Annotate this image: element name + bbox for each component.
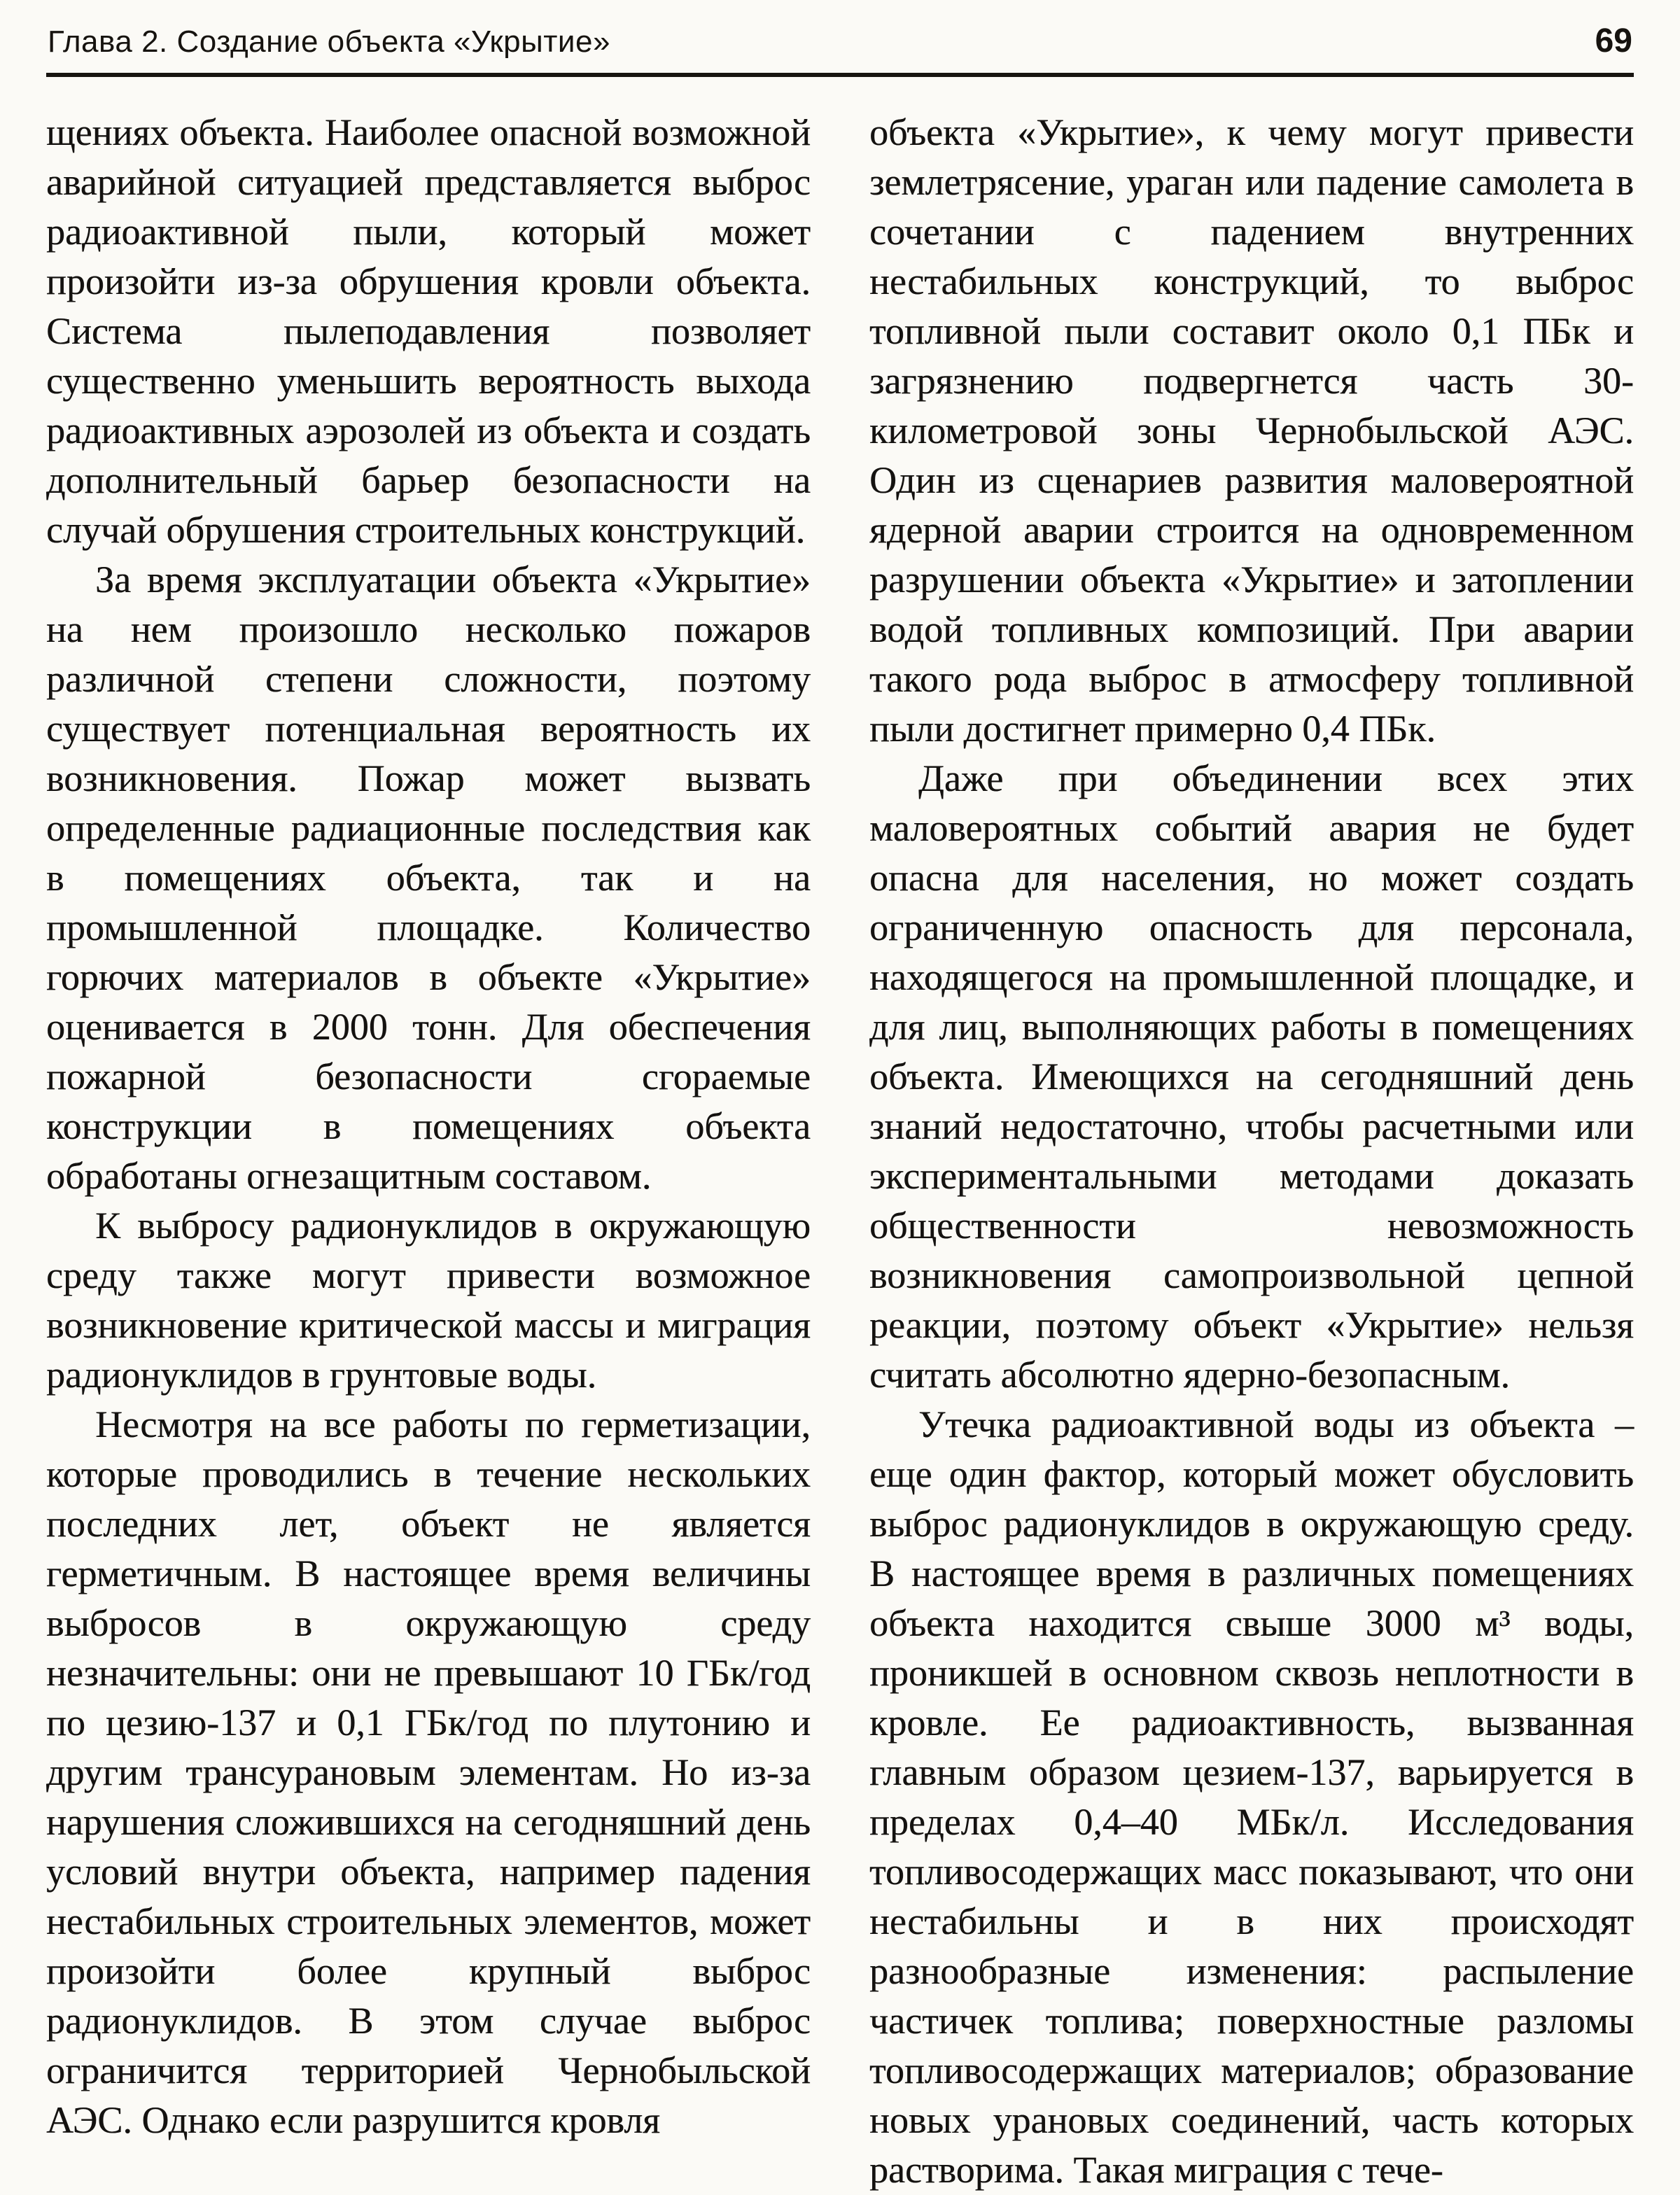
page-header: [46, 18, 1634, 73]
page-number: 69: [1595, 22, 1632, 59]
header-rule: [46, 73, 1634, 77]
running-title: Глава 2. Создание объекта «Укрытие»: [48, 24, 610, 59]
paragraph: Даже при объединении всех этих маловероятных событий авария не будет опасна для населения, но может создать ограниченную опасность для персонала, находящегося на промышленной площадке, и для лиц, выполняющих работы в помещениях объекта. Имеющихся на сегодняшний день знаний недостаточно, чтобы расчетными или экспериментальными методами доказать общественности невозможность возникновения самопроизвольной цепной реакции, поэтому объект «Укрытие» нельзя считать абсолютно ядерно-безопасным.: [869, 757, 1634, 1396]
paragraph: объекта «Укрытие», к чему могут привести землетрясение, ураган или падение самолета в сочетании с падением внутренних нестабильных конструкций, то выброс топливной пыли составит около 0,1 ПБк и загрязнению подвергнется часть 30-километровой зоны Чернобыльской АЭС. Один из сценариев развития маловероятной ядерной аварии строится на одновременном разрушении объекта «Укрытие» и затоплении водой топливных композиций. При аварии такого рода выброс в атмосферу топливной пыли достигнет примерно 0,4 ПБк.: [869, 111, 1634, 750]
paragraph: Несмотря на все работы по герметизации, которые проводились в течение нескольких последних лет, объект не является герметичным. В настоящее время величины выбросов в окружающую среду незначительны: они не превышают 10 ГБк/год по цезию-137 и 0,1 ГБк/год по плутонию и другим трансурановым элементам. Но из-за нарушения сложившихся на сегодняшний день условий внутри объекта, например падения нестабильных строительных элементов, может произойти более крупный выброс радионуклидов. В этом случае выброс ограничится территорией Чернобыльской АЭС. Однако если разрушится кровля: [46, 1403, 811, 2141]
column-right: [869, 108, 1634, 2195]
paragraph: Утечка радиоактивной воды из объекта – еще один фактор, который может обусловить выброс радионуклидов в окружающую среду. В настоящее время в различных помещениях объекта находится свыше 3000 м³ воды, проникшей в основном сквозь неплотности в кровле. Ее радиоактивность, вызванная главным образом цезием-137, варьируется в пределах 0,4–40 МБк/л. Исследования топливосодержащих масс показывают, что они нестабильны и в них происходят разнообразные изменения: распыление частичек топлива; поверхностные разломы топливосодержащих материалов; образование новых урановых соединений, часть которых растворима. Такая миграция с тече-: [869, 1403, 1634, 2191]
column-left: [46, 108, 811, 2195]
paragraph: К выбросу радионуклидов в окружающую среду также могут привести возможное возникновение критической массы и миграция радионуклидов в грунтовые воды.: [46, 1204, 811, 1396]
paragraph: За время эксплуатации объекта «Укрытие» на нем произошло несколько пожаров различной степени сложности, поэтому существует потенциальная вероятность их возникновения. Пожар может вызвать определенные радиационные последствия как в помещениях объекта, так и на промышленной площадке. Количество горючих материалов в объекте «Укрытие» оценивается в 2000 тонн. Для обеспечения пожарной безопасности сгораемые конструкции в помещениях объекта обработаны огнезащитным составом.: [46, 558, 811, 1197]
text-columns: [46, 108, 1634, 2195]
paragraph: щениях объекта. Наиболее опасной возможной аварийной ситуацией представляется выброс радиоактивной пыли, который может произойти из-за обрушения кровли объекта. Система пылеподавления позволяет существенно уменьшить вероятность выхода радиоактивных аэрозолей из объекта и создать дополнительный барьер безопасности на случай обрушения строительных конструкций.: [46, 111, 811, 551]
